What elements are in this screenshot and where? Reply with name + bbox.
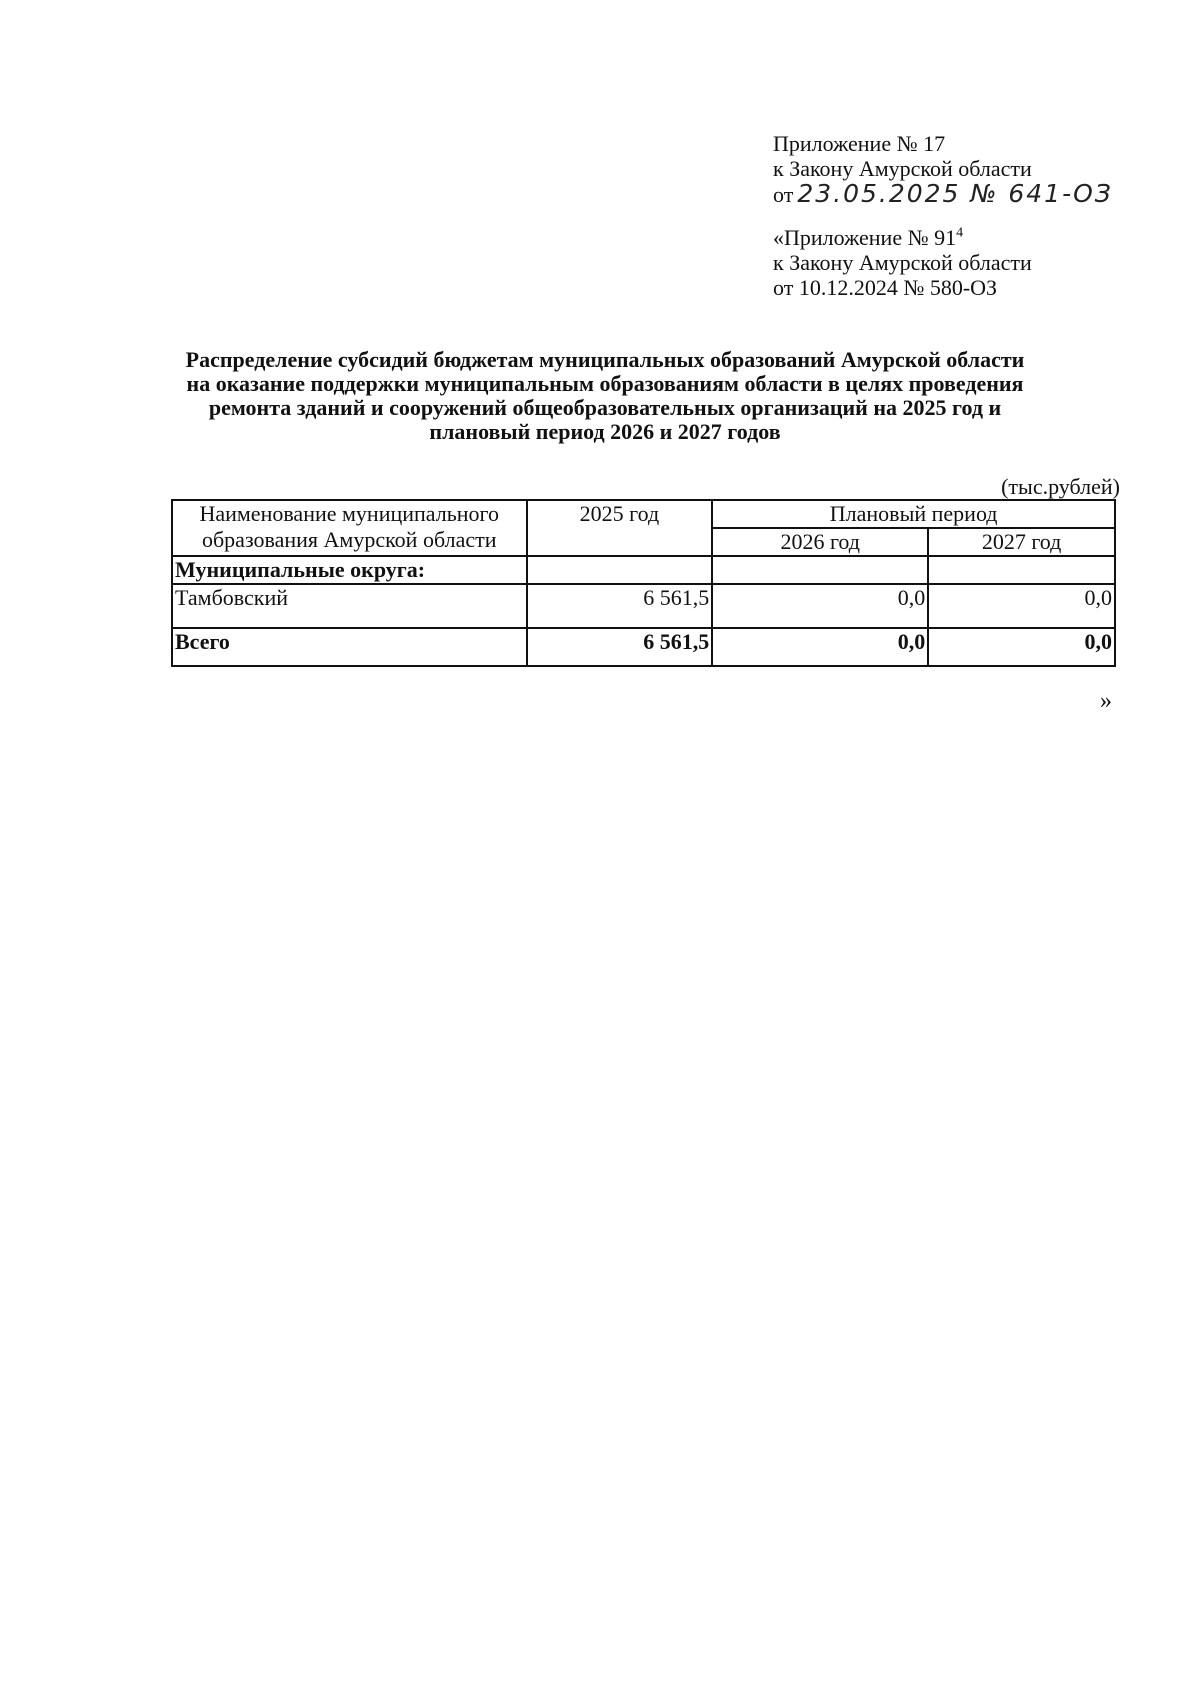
- units-label: (тыс.рублей): [1001, 474, 1120, 499]
- document-title: [150, 348, 1060, 444]
- section-row: [172, 556, 1115, 584]
- section-label: Муниципальные округа:: [172, 556, 527, 584]
- appendix-number: Приложение № 17: [773, 131, 946, 156]
- header-2027: 2027 год: [928, 528, 1115, 556]
- original-appendix-law-reference: к Закону Амурской области: [773, 250, 1032, 275]
- appendix-original-header: [773, 225, 1032, 300]
- original-appendix-number-text: «Приложение № 91: [773, 225, 957, 250]
- total-label: Всего: [172, 628, 527, 666]
- original-appendix-date: от 10.12.2024 № 580-ОЗ: [773, 275, 998, 300]
- header-name: [172, 500, 527, 556]
- section-cell-2025: [527, 556, 713, 584]
- subsidy-table: [171, 499, 1116, 667]
- appendix-current-header: [773, 131, 1113, 207]
- header-name-line-2: образования Амурской области: [201, 527, 497, 552]
- appendix-law-reference: к Закону Амурской области: [773, 156, 1032, 181]
- closing-quote: »: [1100, 688, 1112, 714]
- total-value-2027: 0,0: [928, 628, 1115, 666]
- header-planned-period: Плановый период: [712, 500, 1115, 528]
- header-name-line-1: Наименование муниципального: [199, 501, 500, 526]
- appendix-date-prefix: от: [773, 182, 794, 207]
- total-value-2026: 0,0: [712, 628, 928, 666]
- header-2026: 2026 год: [712, 528, 928, 556]
- original-appendix-superscript: 4: [956, 225, 964, 241]
- total-row: [172, 628, 1115, 666]
- table-header-row-1: [172, 500, 1115, 528]
- appendix-date-line: [773, 181, 1113, 207]
- title-line-2: на оказание поддержки муниципальным образованиям области в целях проведения: [186, 371, 1024, 396]
- row-value-2027: 0,0: [928, 584, 1115, 628]
- title-line-3: ремонта зданий и сооружений общеобразовательных организаций на 2025 год и: [208, 395, 1002, 420]
- total-value-2025: 6 561,5: [527, 628, 713, 666]
- row-value-2026: 0,0: [712, 584, 928, 628]
- row-value-2025: 6 561,5: [527, 584, 713, 628]
- header-2025: 2025 год: [527, 500, 713, 556]
- handwritten-date-number: 23.05.2025 № 641-ОЗ: [797, 179, 1113, 208]
- section-cell-2027: [928, 556, 1115, 584]
- title-line-4: плановый период 2026 и 2027 годов: [429, 419, 781, 444]
- table-row: [172, 584, 1115, 628]
- section-cell-2026: [712, 556, 928, 584]
- row-name: Тамбовский: [172, 584, 527, 628]
- original-appendix-number: [773, 225, 1032, 250]
- title-line-1: Распределение субсидий бюджетам муниципальных образований Амурской области: [185, 347, 1025, 372]
